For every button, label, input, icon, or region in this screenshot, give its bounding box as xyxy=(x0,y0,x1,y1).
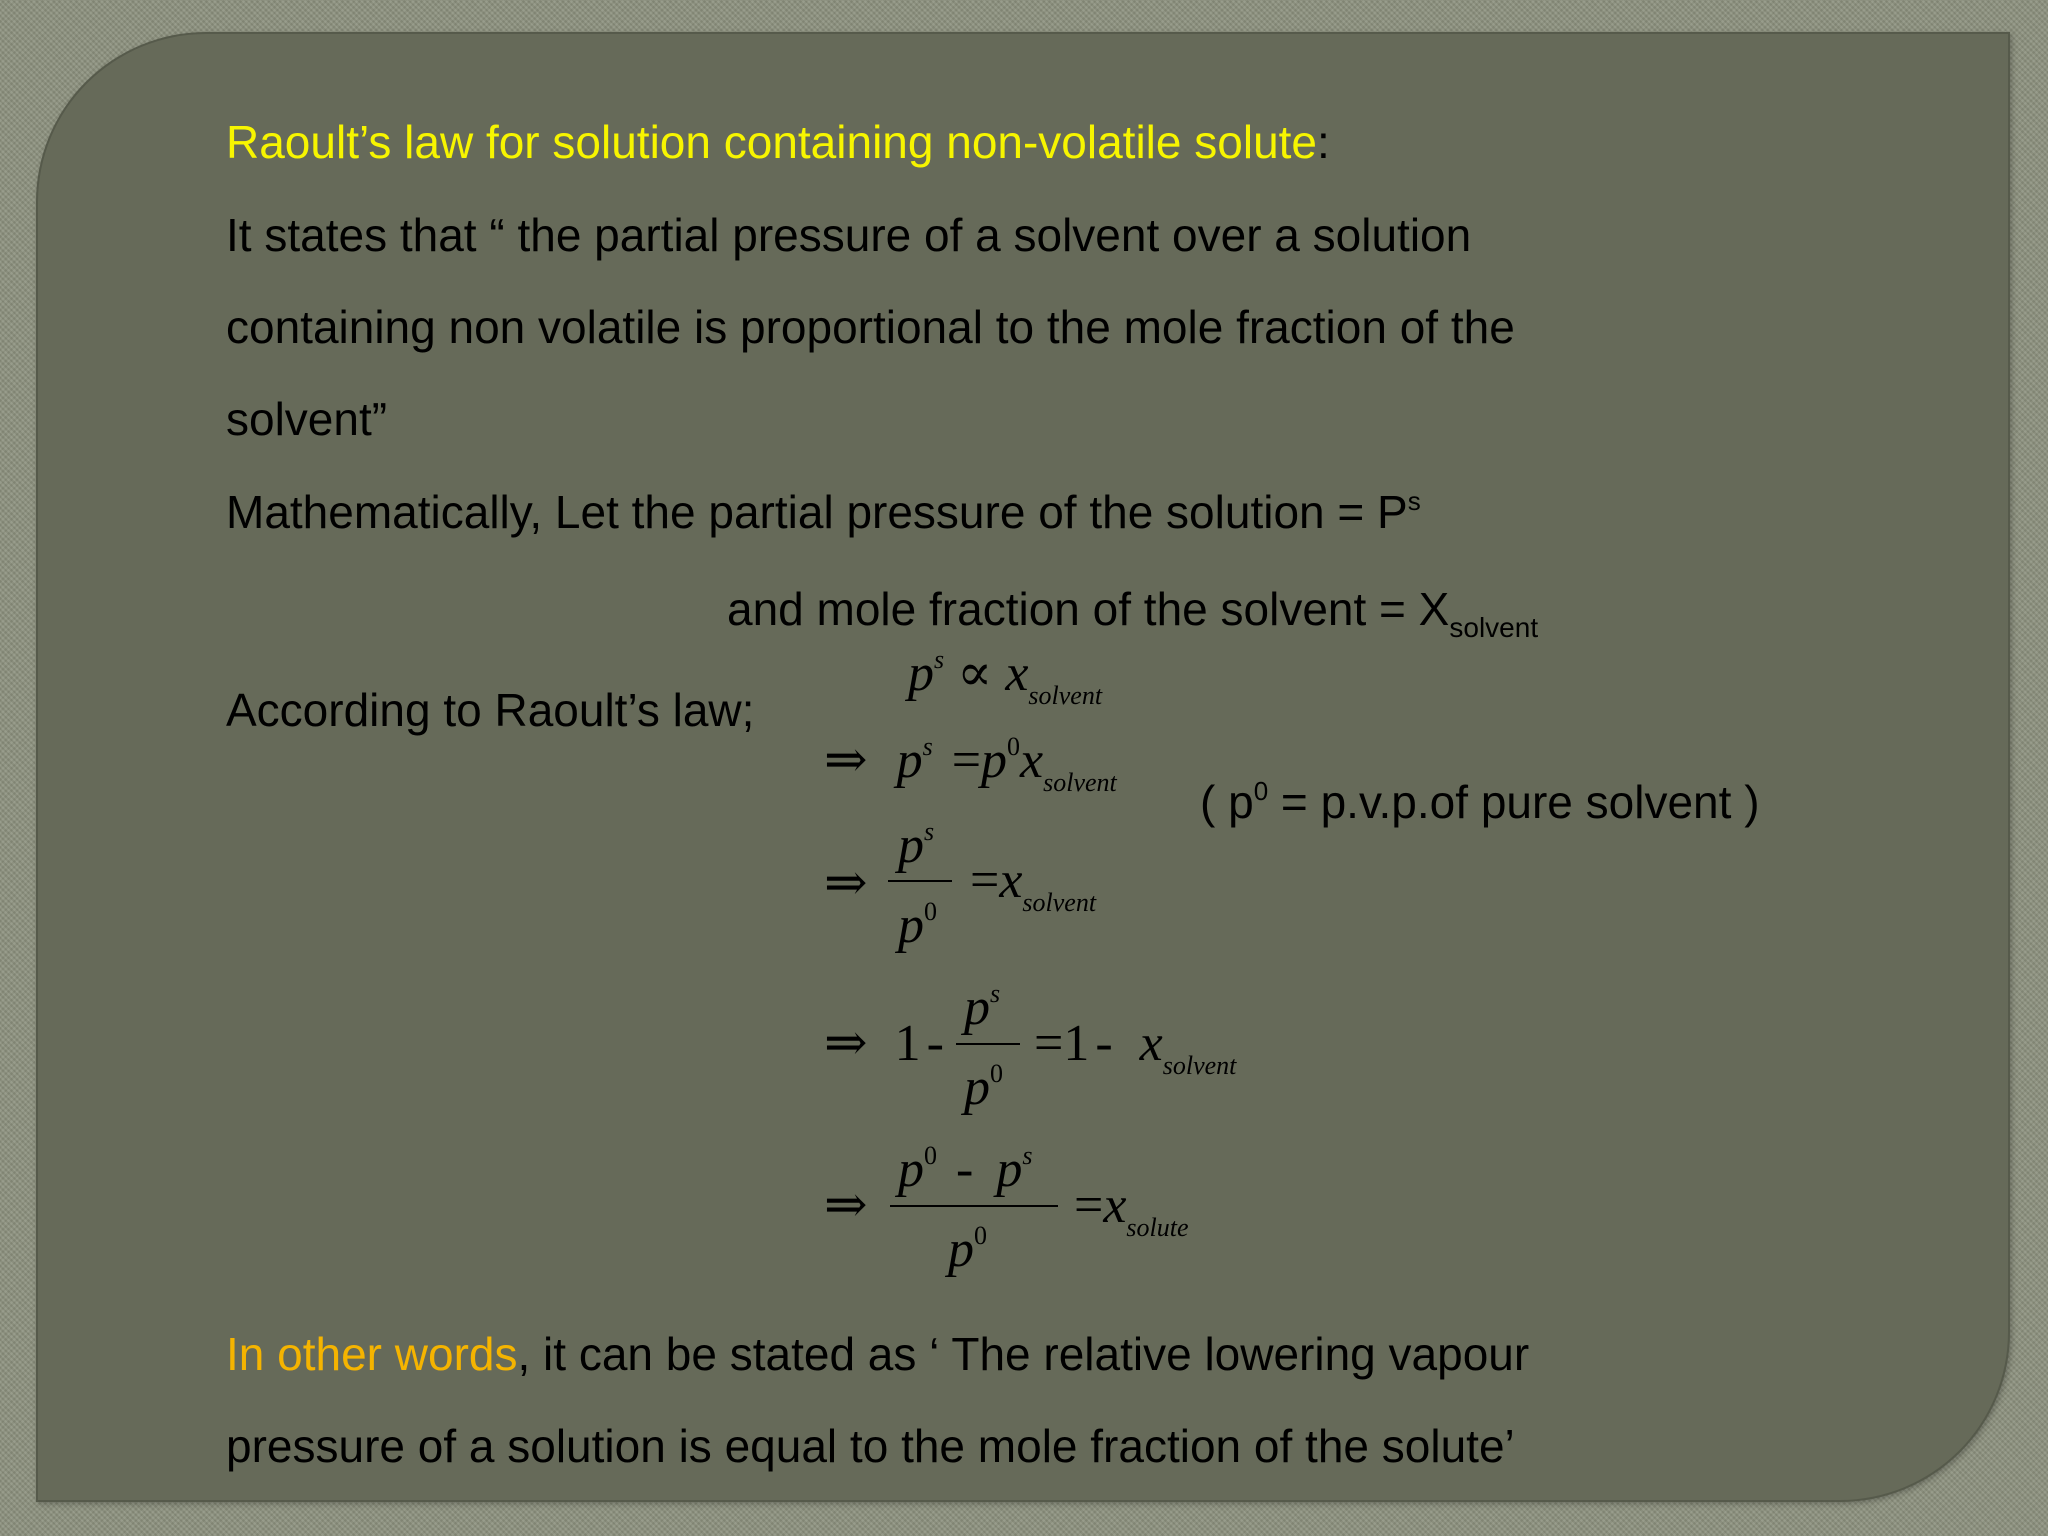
eq5-rhs xyxy=(1074,1177,1189,1242)
eq3-implies: ⇒ xyxy=(824,855,868,912)
eq5-numerator xyxy=(898,1141,1033,1198)
eq1-x: x xyxy=(1005,645,1029,702)
eq1-s: s xyxy=(934,645,945,674)
eq4-one: 1 xyxy=(894,1015,921,1072)
eq4-numerator xyxy=(964,979,1001,1036)
eq2-implies: ⇒ xyxy=(824,732,868,789)
eq2-p0: p xyxy=(981,732,1008,789)
eq5-equals: = xyxy=(1074,1177,1104,1234)
eq3-num-s: s xyxy=(924,817,935,846)
eq3-solvent: solvent xyxy=(1022,888,1097,917)
eq3-denominator xyxy=(898,897,937,954)
heading-colon: : xyxy=(1317,116,1330,168)
eq5-num-p: p xyxy=(898,1141,924,1198)
eq3-x: x xyxy=(999,852,1023,909)
slide-heading xyxy=(226,116,1330,168)
eq5-solute: solute xyxy=(1126,1213,1189,1242)
eq4-minus: - xyxy=(926,1015,944,1072)
math-intro-line-1 xyxy=(226,486,1421,538)
definition-line-3: solvent” xyxy=(226,393,388,445)
eq3-rhs xyxy=(970,852,1097,917)
conclusion-line-1 xyxy=(226,1328,1530,1380)
eq5-x: x xyxy=(1103,1177,1127,1234)
eq4-den-p: p xyxy=(964,1059,990,1116)
equation-proportional xyxy=(908,645,1103,710)
eq3-numerator xyxy=(898,817,935,874)
eq4-den-zero: 0 xyxy=(990,1059,1003,1088)
conclusion-text-1: , it can be stated as ‘ The relative lowering vapour xyxy=(517,1328,1530,1380)
eq4-denominator xyxy=(964,1059,1003,1116)
eq4-fraction-bar xyxy=(956,1043,1020,1045)
eq4-num-s: s xyxy=(990,979,1001,1008)
eq5-fraction-bar xyxy=(890,1205,1058,1207)
eq2-p: p xyxy=(896,732,923,789)
pvp-note xyxy=(1200,776,1760,828)
eq2-x: x xyxy=(1020,732,1044,789)
note-open: ( p xyxy=(1200,776,1254,828)
math-intro-text-1: Mathematically, Let the partial pressure of the solution = P xyxy=(226,486,1408,538)
eq3-fraction-bar xyxy=(888,880,952,882)
eq1-p: p xyxy=(908,645,934,702)
according-label: According to Raoult’s law; xyxy=(226,684,755,736)
eq4-lhs xyxy=(824,1015,944,1072)
eq2-zero: 0 xyxy=(1007,732,1021,761)
eq2-solvent: solvent xyxy=(1043,768,1117,797)
eq4-one-rhs: 1 xyxy=(1063,1015,1090,1072)
equation-raoult xyxy=(824,732,1117,797)
eq5-den-p: p xyxy=(948,1221,974,1278)
conclusion-highlight: In other words xyxy=(226,1328,518,1380)
definition-line-1: It states that “ the partial pressure of a solvent over a solution xyxy=(226,209,1472,261)
eq5-num-s: s xyxy=(1022,1141,1033,1170)
eq4-solvent: solvent xyxy=(1162,1051,1237,1080)
eq4-x: x xyxy=(1139,1015,1163,1072)
eq3-equals: = xyxy=(970,852,1000,909)
eq4-rhs xyxy=(1034,1015,1237,1080)
eq2-s: s xyxy=(922,732,933,761)
x-solvent-subscript: solvent xyxy=(1449,612,1539,643)
eq5-num-p2: p xyxy=(996,1141,1023,1198)
eq3-den-zero: 0 xyxy=(924,897,937,926)
ps-superscript: s xyxy=(1407,486,1421,516)
heading-highlight: Raoult’s law for solution containing non-volatile solute xyxy=(226,116,1318,168)
eq3-num-p: p xyxy=(898,817,924,874)
eq4-num-p: p xyxy=(964,979,990,1036)
eq5-num-zero: 0 xyxy=(924,1141,937,1170)
math-intro-text-2: and mole fraction of the solvent = X xyxy=(727,583,1450,635)
eq3-den-p: p xyxy=(898,897,924,954)
eq4-minus-rhs: - xyxy=(1095,1015,1113,1072)
eq5-num-minus: - xyxy=(956,1141,974,1198)
eq5-den-zero: 0 xyxy=(974,1221,987,1250)
eq4-equals: = xyxy=(1034,1015,1064,1072)
definition-line-2: containing non volatile is proportional to the mole fraction of the xyxy=(226,301,1515,353)
eq1-solvent: solvent xyxy=(1028,681,1103,710)
eq4-implies: ⇒ xyxy=(824,1015,868,1072)
eq2-equals: = xyxy=(951,732,982,789)
eq5-implies: ⇒ xyxy=(824,1177,868,1234)
math-intro-line-2 xyxy=(727,583,1539,643)
eq1-proportional: ∝ xyxy=(957,645,993,702)
conclusion-line-2: pressure of a solution is equal to the mole fraction of the solute’ xyxy=(226,1420,1515,1472)
note-sup: 0 xyxy=(1253,776,1269,806)
note-rest: = p.v.p.of pure solvent ) xyxy=(1268,776,1760,828)
eq5-denominator xyxy=(948,1221,987,1278)
